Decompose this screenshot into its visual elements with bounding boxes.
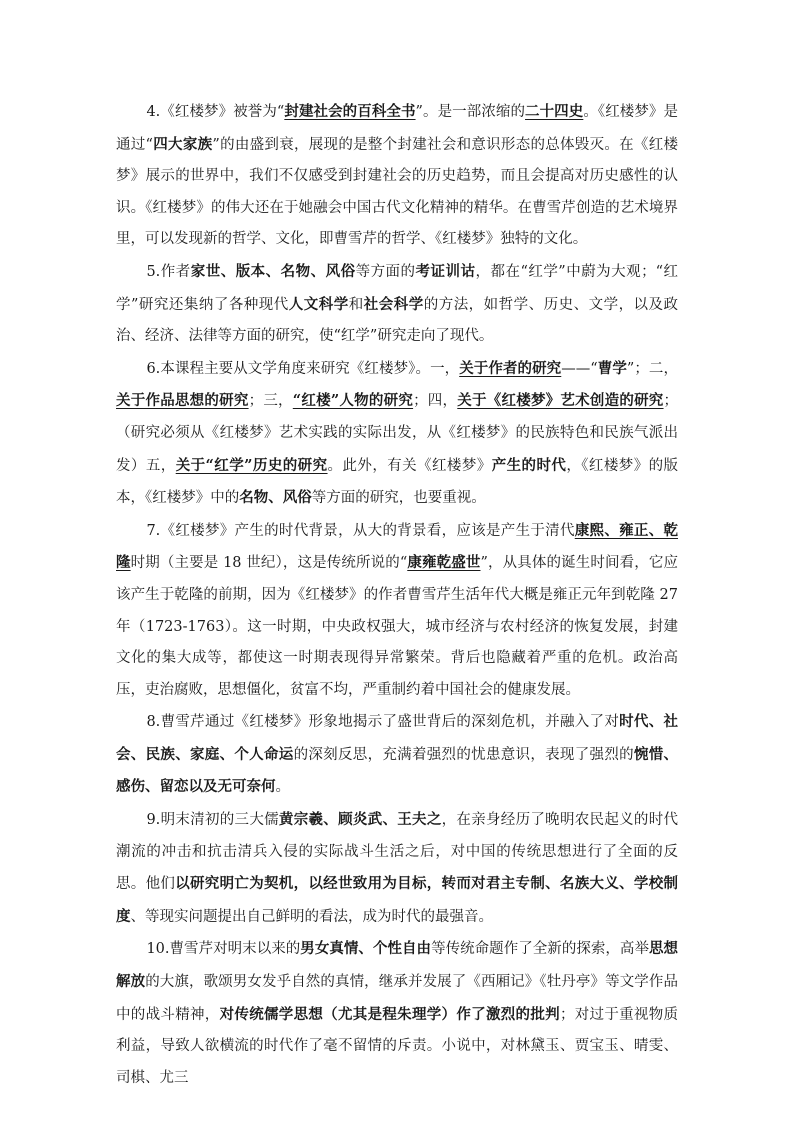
text-run: ——“ xyxy=(561,360,598,377)
paragraph-8 xyxy=(116,706,678,804)
text-run: 四大家族 xyxy=(152,135,213,153)
text-run: ”的由盛到衰，展现的是整个封建社会和意识形态的总体毁灭。在《红楼梦》展示的世界中，我们不仅感受到封建社会的历史趋势，而且会提高对历史感性的认识。《红楼梦》的伟大还在于她融会中国古代文化精神的精华。在曹雪芹创造的艺术境界里，可以发现新的哲学、文化，即曹雪芹的哲学、《红楼梦》独特的文化。 xyxy=(116,136,678,248)
text-run: 和 xyxy=(348,296,364,313)
text-run: 关于“红学”历史的研究 xyxy=(175,456,328,474)
text-run: 关于作品思想的研究 xyxy=(116,392,249,410)
text-run: 考证训诂 xyxy=(415,262,476,280)
text-run: 家世、版本、名物、风俗 xyxy=(190,262,356,280)
text-run: 10.曹雪芹对明末以来的 xyxy=(146,941,301,958)
text-run: 以研究明亡为契机，以经世致用为目标，转而对君主专制、名族大义、学校制度 xyxy=(116,875,679,925)
text-run: 惋惜、感伤、留恋以及无可奈何 xyxy=(116,745,679,796)
paragraph-5 xyxy=(116,256,678,353)
text-run: 5.作者 xyxy=(146,263,191,280)
text-run: 等方面的 xyxy=(355,263,416,280)
text-run: 名物、风俗 xyxy=(239,489,312,507)
text-run: 。《红楼梦》是通过“ xyxy=(116,104,679,153)
text-run: 人文科学 xyxy=(288,295,349,313)
text-run: 康雍乾盛世 xyxy=(407,554,481,572)
text-run: ，在亲身经历了晚明农民起义的时代潮流的冲击和抗击清兵入侵的实际战斗生活之后，对中国的传统思想进行了全面的反思。他们 xyxy=(116,812,679,893)
text-run: 封建社会的百科全书 xyxy=(284,103,416,120)
text-run: ”；二， xyxy=(626,360,678,377)
text-run: 。此外，有关《红楼梦》 xyxy=(327,457,492,474)
text-run: 黄宗羲、顾炎武、王夫之 xyxy=(278,811,442,829)
text-run: 时代、社会、民族、家庭、个人命运 xyxy=(116,713,679,763)
text-run: 时期（主要是 18 世纪），这是传统所说的“ xyxy=(130,555,408,572)
text-run: 、等现实问题提出自己鲜明的看法，成为时代的最强音。 xyxy=(130,908,493,925)
text-run: ；三， xyxy=(248,393,293,410)
text-run: ”，从具体的诞生时间看，它应该产生于乾隆的前期，因为《红楼梦》的作者曹雪芹生活年代大概是雍正元年到乾隆 27 年（1723-1763）。这一时期，中央政权强大，城市经济与农村经济的恢复发展，封建文化的集大成等，都使这一时期表现得异常繁荣。背后也隐藏着严重的危机。政治高压，吏治腐败，思想僵化，贫富不均，严重制约着中国社会的健康发展。 xyxy=(116,555,678,698)
text-run: ；对过于重视物质利益，导致人欲横流的时代作了毫不留情的斥责。小说中，对林黛玉、贾宝玉、晴雯、司棋、尤三 xyxy=(116,1006,679,1086)
text-run: 男女真情、个性自由 xyxy=(300,940,432,958)
text-run: 曹学 xyxy=(597,359,627,377)
text-run: “红楼”人物的研究 xyxy=(292,392,414,410)
text-run: 4.《红楼梦》被誉为“ xyxy=(146,104,285,120)
text-run: 等方面的研究，也要重视。 xyxy=(311,490,486,507)
text-run: 6.本课程主要从文学角度来研究《红楼梦》。一， xyxy=(146,360,460,377)
paragraph-6 xyxy=(116,353,678,515)
text-run: 等传统命题作了全新的探索，高举 xyxy=(431,941,649,958)
text-run: 关于《红楼梦》艺术创造的研究 xyxy=(457,392,664,410)
text-run: ；四， xyxy=(413,393,458,410)
text-run: ，都在“红学”中蔚为大观；“红学”研究还集纳了各种现代 xyxy=(116,263,679,313)
paragraph-7 xyxy=(116,515,678,707)
text-run: 的方法，如哲学、历史、文学，以及政治、经济、法律等方面的研究，使“红学”研究走向了现代。 xyxy=(116,296,679,345)
text-run: ，《红楼梦》的版本，《红楼梦》中的 xyxy=(116,457,679,507)
paragraph-4 xyxy=(116,96,678,256)
text-run: ”。是一部浓缩的 xyxy=(415,104,526,120)
text-run: 的大旗，歌颂男女发乎自然的真情，继承并发展了《西厢记》《牡丹亭》等文学作品中的战斗精神， xyxy=(116,974,679,1023)
text-run: 的深刻反思，充满着强烈的忧患意识，表现了强烈的 xyxy=(293,746,634,763)
text-run: 9.明末清初的三大儒 xyxy=(146,812,279,829)
text-run: 社会科学 xyxy=(363,295,424,313)
text-run: 。 xyxy=(275,779,290,796)
text-run: 对传统儒学思想（尤其是程朱理学）作了激烈的批判 xyxy=(219,1005,560,1023)
text-run: 8.曹雪芹通过《红楼梦》形象地揭示了盛世背后的深刻危机，并融入了对 xyxy=(146,714,620,731)
text-run: 二十四史 xyxy=(525,103,584,120)
text-run: 思想解放 xyxy=(116,940,679,991)
paragraph-10 xyxy=(116,933,678,1094)
text-run: ；（研究必须从《红楼梦》艺术实践的实际出发，从《红楼梦》的民族特色和民族气派出发）五， xyxy=(116,393,679,474)
text-run: 关于作者的研究 xyxy=(459,359,562,377)
text-run: 康熙、雍正、乾隆 xyxy=(116,521,679,572)
text-run: 产生的时代 xyxy=(491,456,567,474)
text-run: 7.《红楼梦》产生的时代背景，从大的背景看，应该是产生于清代 xyxy=(146,522,575,539)
paragraph-9 xyxy=(116,804,678,933)
